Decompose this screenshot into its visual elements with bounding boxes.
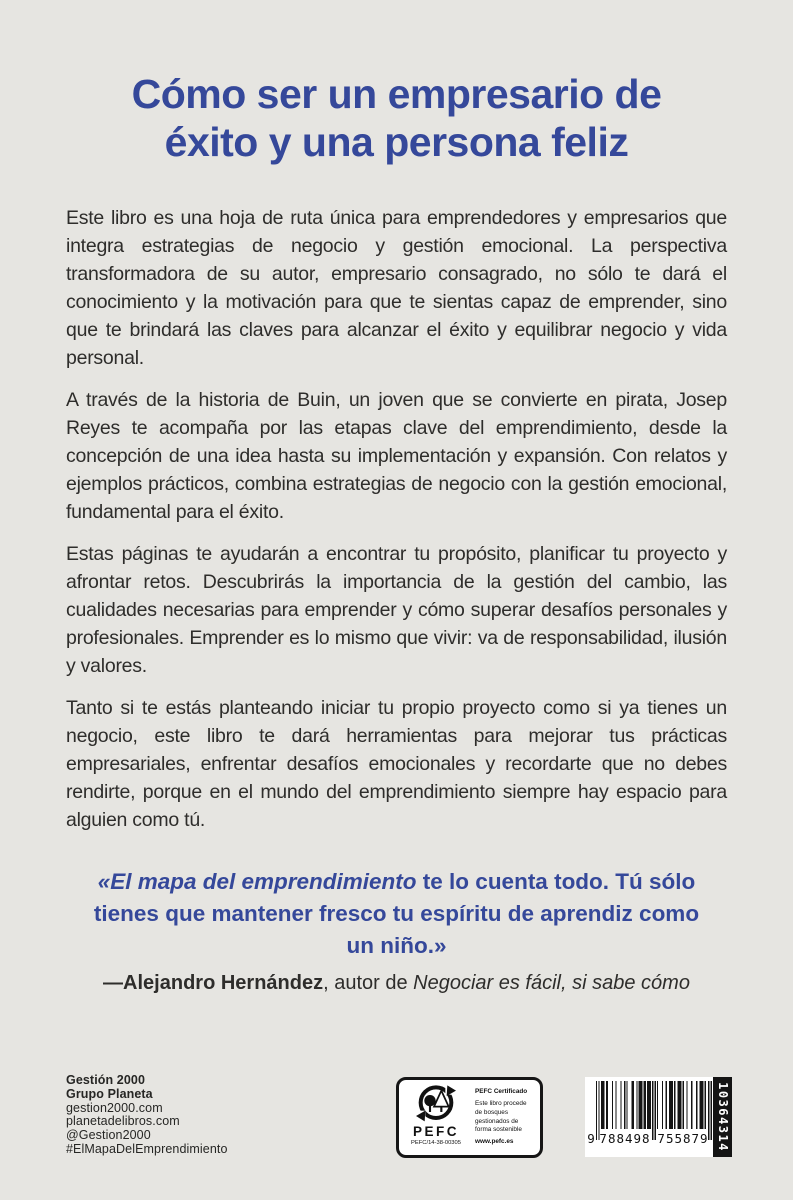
book-description (66, 204, 727, 834)
description-paragraph-1: Este libro es una hoja de ruta única para emprendedores y empresarios que integra estrategias de negocio y gestión emocional. La perspectiva transformadora de su autor, empresario consagrado, no sólo te dará el conocimiento y la motivación para que te sientas capaz de emprender, sino que te brindará las claves para alcanzar el éxito y equilibrar negocio y vida personal. (66, 207, 727, 369)
pefc-certification-label (396, 1077, 543, 1158)
pefc-description: Este libro procede de bosques gestionados de forma sostenible (475, 1100, 527, 1134)
pefc-certified-label: PEFC Certificado (475, 1088, 528, 1095)
publisher-social-handle: @Gestion2000 (66, 1128, 151, 1143)
pefc-url: www.pefc.es (475, 1138, 514, 1146)
pefc-logo-column (404, 1084, 468, 1151)
barcode-digit-group-2: 755879 (657, 1131, 709, 1146)
barcode-side-strip (713, 1077, 732, 1157)
description-paragraph-4: Tanto si te estás planteando iniciar tu propio proyecto como si ya tienes un negocio, este libro te dará herramientas para mejorar tus prácticas empresariales, enfrentar desafíos emocionales y recordarte que no debes rendirte, porque en el mundo del emprendimiento siempre hay espacio para alguien como tú. (66, 697, 727, 831)
pefc-certificate-code: PEFC/14-38-00305 (411, 1140, 461, 1146)
page-title (30, 70, 763, 166)
quote-work-title: «El mapa del emprendimiento (97, 869, 417, 894)
publisher-imprint: Gestión 2000 (66, 1073, 146, 1087)
quote-connector: , autor de (323, 972, 414, 994)
title-line-2: éxito y una persona feliz (164, 119, 629, 165)
endorsement-quote (81, 866, 713, 962)
pefc-name: PEFC (412, 1124, 459, 1139)
quote-attribution (0, 969, 793, 997)
pefc-text-column (468, 1084, 534, 1151)
description-paragraph-3: Estas páginas te ayudarán a encontrar tu propósito, planificar tu proyecto y afrontar retos. Descubrirás la importancia de la gestión del cambio, las cualidades necesarias para emprender y cómo superar desafíos personales y profesionales. Emprender es lo mismo que vivir: va de responsabilidad, ilusión y valores. (66, 543, 727, 677)
barcode-digit-lead: 9 (587, 1131, 595, 1146)
quote-author: —Alejandro Hernández (103, 972, 324, 994)
publisher-website-1: gestion2000.com (66, 1100, 163, 1115)
publisher-group: Grupo Planeta (66, 1086, 153, 1101)
description-paragraph-2: A través de la historia de Buin, un joven que se convierte en pirata, Josep Reyes te acompaña por las etapas clave del emprendimiento, desde la concepción de una idea hasta su implementación y expansión. Con relatos y ejemplos prácticos, combina estrategias de negocio con la gestión emocional, fundamental para el éxito. (66, 389, 727, 523)
publisher-block (66, 1074, 228, 1157)
barcode-digit-group-1: 788498 (599, 1131, 651, 1146)
publisher-hashtag: #ElMapaDelEmprendimiento (66, 1141, 228, 1156)
barcode-side-number: 10364314 (715, 1082, 730, 1152)
pefc-logo-icon (416, 1084, 456, 1124)
title-line-1: Cómo ser un empresario de (131, 71, 662, 117)
isbn-barcode (585, 1077, 732, 1157)
quote-author-work: Negociar es fácil, si sabe cómo (413, 972, 690, 994)
quote-text: te lo cuenta todo. Tú sólo tienes que mantener fresco tu espíritu de aprendiz como un niño.» (93, 869, 700, 958)
publisher-website-2: planetadelibros.com (66, 1114, 180, 1129)
